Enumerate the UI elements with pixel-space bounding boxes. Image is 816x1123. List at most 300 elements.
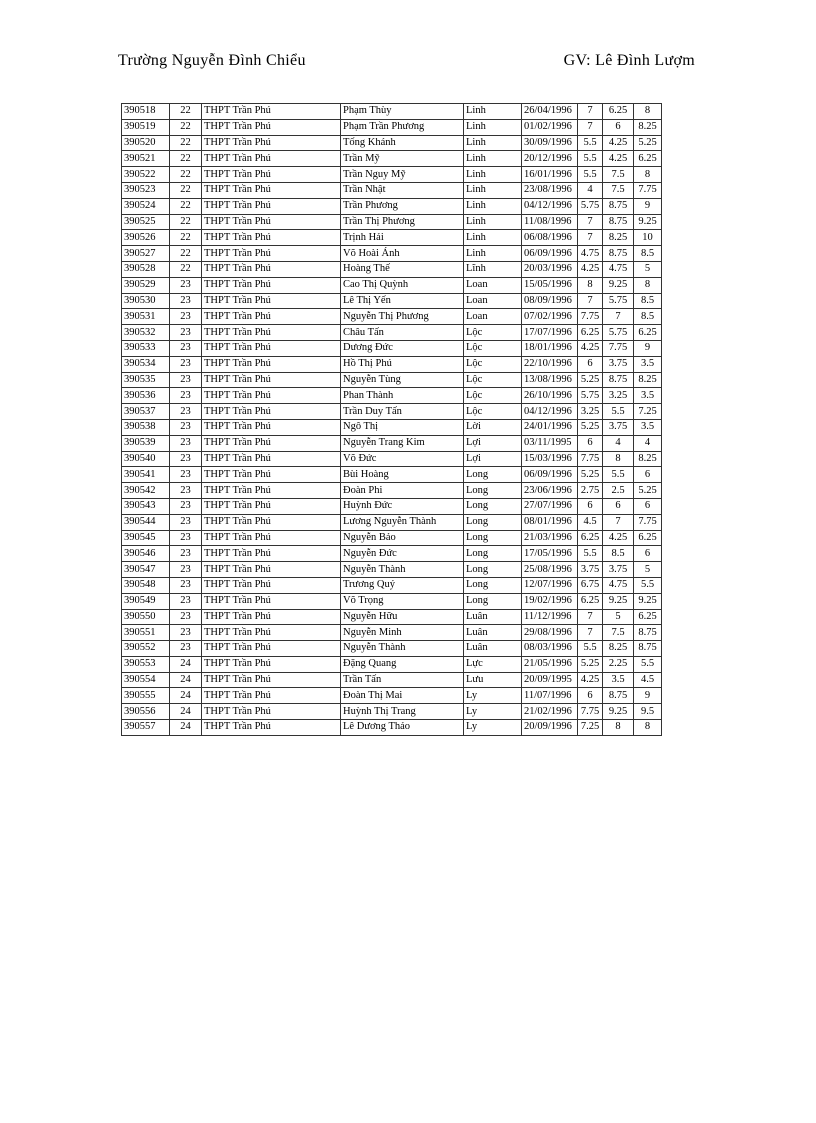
school-cell: THPT Trần Phú: [202, 435, 341, 451]
table-row: [122, 182, 662, 198]
score-3-cell: 5: [634, 261, 662, 277]
score-1-cell: 7: [578, 609, 603, 625]
surname-cell: Nguyễn Hữu: [341, 609, 464, 625]
room-cell: 24: [170, 656, 202, 672]
table-row: [122, 293, 662, 309]
score-3-cell: 5.5: [634, 577, 662, 593]
score-3-cell: 8.25: [634, 451, 662, 467]
table-row: [122, 704, 662, 720]
student-id-cell: 390532: [122, 325, 170, 341]
school-cell: THPT Trần Phú: [202, 530, 341, 546]
birth-date-cell: 17/07/1996: [522, 325, 578, 341]
score-2-cell: 3.5: [603, 672, 634, 688]
surname-cell: Võ Trọng: [341, 593, 464, 609]
school-cell: THPT Trần Phú: [202, 214, 341, 230]
given-name-cell: Linh: [464, 167, 522, 183]
surname-cell: Trần Nguy Mỹ: [341, 167, 464, 183]
surname-cell: Trần Nhật: [341, 182, 464, 198]
room-cell: 23: [170, 388, 202, 404]
student-id-cell: 390556: [122, 704, 170, 720]
score-2-cell: 4.75: [603, 261, 634, 277]
score-2-cell: 6.25: [603, 104, 634, 120]
score-2-cell: 8.75: [603, 214, 634, 230]
school-cell: THPT Trần Phú: [202, 277, 341, 293]
table-row: [122, 546, 662, 562]
score-3-cell: 3.5: [634, 356, 662, 372]
score-2-cell: 7.5: [603, 625, 634, 641]
surname-cell: Nguyễn Đức: [341, 546, 464, 562]
table-row: [122, 577, 662, 593]
birth-date-cell: 21/02/1996: [522, 704, 578, 720]
school-cell: THPT Trần Phú: [202, 167, 341, 183]
score-2-cell: 8.25: [603, 641, 634, 657]
score-2-cell: 4.25: [603, 530, 634, 546]
score-2-cell: 3.75: [603, 562, 634, 578]
given-name-cell: Long: [464, 562, 522, 578]
score-1-cell: 6.25: [578, 593, 603, 609]
score-1-cell: 6.25: [578, 325, 603, 341]
surname-cell: Đoàn Thị Mai: [341, 688, 464, 704]
birth-date-cell: 01/02/1996: [522, 119, 578, 135]
student-id-cell: 390548: [122, 577, 170, 593]
surname-cell: Trần Tấn: [341, 672, 464, 688]
score-1-cell: 7: [578, 214, 603, 230]
birth-date-cell: 12/07/1996: [522, 577, 578, 593]
score-1-cell: 2.75: [578, 483, 603, 499]
student-id-cell: 390530: [122, 293, 170, 309]
surname-cell: Bùi Hoàng: [341, 467, 464, 483]
surname-cell: Cao Thị Quỳnh: [341, 277, 464, 293]
score-1-cell: 3.75: [578, 562, 603, 578]
table-row: [122, 562, 662, 578]
birth-date-cell: 11/07/1996: [522, 688, 578, 704]
table-row: [122, 720, 662, 736]
room-cell: 22: [170, 246, 202, 262]
school-cell: THPT Trần Phú: [202, 625, 341, 641]
table-row: [122, 277, 662, 293]
room-cell: 23: [170, 562, 202, 578]
score-2-cell: 8.5: [603, 546, 634, 562]
room-cell: 23: [170, 356, 202, 372]
school-cell: THPT Trần Phú: [202, 372, 341, 388]
room-cell: 23: [170, 467, 202, 483]
school-cell: THPT Trần Phú: [202, 404, 341, 420]
given-name-cell: Lộc: [464, 356, 522, 372]
given-name-cell: Loan: [464, 309, 522, 325]
given-name-cell: Linh: [464, 135, 522, 151]
score-2-cell: 7.5: [603, 182, 634, 198]
room-cell: 24: [170, 672, 202, 688]
table-row: [122, 119, 662, 135]
room-cell: 23: [170, 593, 202, 609]
school-cell: THPT Trần Phú: [202, 182, 341, 198]
table-row: [122, 104, 662, 120]
score-3-cell: 3.5: [634, 419, 662, 435]
birth-date-cell: 13/08/1996: [522, 372, 578, 388]
room-cell: 23: [170, 498, 202, 514]
room-cell: 22: [170, 119, 202, 135]
school-cell: THPT Trần Phú: [202, 641, 341, 657]
score-3-cell: 7.25: [634, 404, 662, 420]
table-row: [122, 641, 662, 657]
given-name-cell: Loan: [464, 293, 522, 309]
school-cell: THPT Trần Phú: [202, 483, 341, 499]
score-3-cell: 6.25: [634, 530, 662, 546]
score-3-cell: 9: [634, 198, 662, 214]
given-name-cell: Ly: [464, 704, 522, 720]
score-3-cell: 4: [634, 435, 662, 451]
room-cell: 24: [170, 720, 202, 736]
room-cell: 24: [170, 704, 202, 720]
score-1-cell: 4.25: [578, 340, 603, 356]
table-row: [122, 498, 662, 514]
surname-cell: Trần Phương: [341, 198, 464, 214]
school-cell: THPT Trần Phú: [202, 577, 341, 593]
score-1-cell: 5.75: [578, 388, 603, 404]
score-2-cell: 7: [603, 309, 634, 325]
student-id-cell: 390527: [122, 246, 170, 262]
birth-date-cell: 08/09/1996: [522, 293, 578, 309]
room-cell: 22: [170, 198, 202, 214]
birth-date-cell: 06/09/1996: [522, 467, 578, 483]
student-id-cell: 390553: [122, 656, 170, 672]
surname-cell: Võ Đức: [341, 451, 464, 467]
given-name-cell: Lộc: [464, 325, 522, 341]
student-id-cell: 390526: [122, 230, 170, 246]
school-cell: THPT Trần Phú: [202, 246, 341, 262]
student-id-cell: 390550: [122, 609, 170, 625]
school-cell: THPT Trần Phú: [202, 104, 341, 120]
given-name-cell: Lưu: [464, 672, 522, 688]
school-cell: THPT Trần Phú: [202, 467, 341, 483]
score-1-cell: 6.25: [578, 530, 603, 546]
score-3-cell: 9.5: [634, 704, 662, 720]
school-cell: THPT Trần Phú: [202, 309, 341, 325]
birth-date-cell: 21/03/1996: [522, 530, 578, 546]
surname-cell: Nguyễn Trang Kim: [341, 435, 464, 451]
score-3-cell: 5: [634, 562, 662, 578]
room-cell: 22: [170, 135, 202, 151]
score-1-cell: 7.25: [578, 720, 603, 736]
room-cell: 23: [170, 293, 202, 309]
score-3-cell: 8.5: [634, 246, 662, 262]
given-name-cell: Lộc: [464, 372, 522, 388]
table-row: [122, 514, 662, 530]
score-2-cell: 7.75: [603, 340, 634, 356]
score-1-cell: 6: [578, 435, 603, 451]
score-2-cell: 8.75: [603, 246, 634, 262]
score-3-cell: 6: [634, 467, 662, 483]
given-name-cell: Long: [464, 498, 522, 514]
score-2-cell: 5.75: [603, 325, 634, 341]
surname-cell: Dương Đức: [341, 340, 464, 356]
score-2-cell: 8.75: [603, 372, 634, 388]
given-name-cell: Lợi: [464, 451, 522, 467]
given-name-cell: Ly: [464, 688, 522, 704]
table-row: [122, 656, 662, 672]
school-cell: THPT Trần Phú: [202, 672, 341, 688]
surname-cell: Trần Thị Phương: [341, 214, 464, 230]
table-row: [122, 404, 662, 420]
surname-cell: Huỳnh Đức: [341, 498, 464, 514]
score-2-cell: 7: [603, 514, 634, 530]
school-cell: THPT Trần Phú: [202, 514, 341, 530]
student-id-cell: 390555: [122, 688, 170, 704]
score-3-cell: 9: [634, 688, 662, 704]
student-id-cell: 390539: [122, 435, 170, 451]
score-3-cell: 6: [634, 498, 662, 514]
score-1-cell: 5.5: [578, 151, 603, 167]
surname-cell: Lương Nguyễn Thành: [341, 514, 464, 530]
birth-date-cell: 15/03/1996: [522, 451, 578, 467]
room-cell: 23: [170, 435, 202, 451]
room-cell: 23: [170, 514, 202, 530]
birth-date-cell: 08/01/1996: [522, 514, 578, 530]
school-cell: THPT Trần Phú: [202, 704, 341, 720]
table-row: [122, 530, 662, 546]
room-cell: 23: [170, 325, 202, 341]
surname-cell: Hồ Thị Phú: [341, 356, 464, 372]
room-cell: 24: [170, 688, 202, 704]
score-2-cell: 6: [603, 498, 634, 514]
room-cell: 23: [170, 530, 202, 546]
room-cell: 22: [170, 151, 202, 167]
student-id-cell: 390520: [122, 135, 170, 151]
score-3-cell: 9.25: [634, 593, 662, 609]
school-cell: THPT Trần Phú: [202, 656, 341, 672]
score-2-cell: 5.75: [603, 293, 634, 309]
school-cell: THPT Trần Phú: [202, 419, 341, 435]
score-2-cell: 8.75: [603, 198, 634, 214]
score-1-cell: 4.75: [578, 246, 603, 262]
student-id-cell: 390518: [122, 104, 170, 120]
score-1-cell: 5.25: [578, 467, 603, 483]
school-cell: THPT Trần Phú: [202, 498, 341, 514]
given-name-cell: Long: [464, 467, 522, 483]
score-2-cell: 5: [603, 609, 634, 625]
score-3-cell: 9.25: [634, 214, 662, 230]
birth-date-cell: 29/08/1996: [522, 625, 578, 641]
birth-date-cell: 26/04/1996: [522, 104, 578, 120]
table-row: [122, 451, 662, 467]
table-row: [122, 672, 662, 688]
score-1-cell: 5.25: [578, 656, 603, 672]
room-cell: 23: [170, 577, 202, 593]
score-1-cell: 7.75: [578, 451, 603, 467]
school-cell: THPT Trần Phú: [202, 135, 341, 151]
score-3-cell: 6: [634, 546, 662, 562]
given-name-cell: Lộc: [464, 340, 522, 356]
school-cell: THPT Trần Phú: [202, 293, 341, 309]
score-1-cell: 5.75: [578, 198, 603, 214]
student-id-cell: 390521: [122, 151, 170, 167]
student-id-cell: 390538: [122, 419, 170, 435]
score-1-cell: 4.25: [578, 261, 603, 277]
school-cell: THPT Trần Phú: [202, 325, 341, 341]
score-1-cell: 4: [578, 182, 603, 198]
surname-cell: Võ Hoài Ánh: [341, 246, 464, 262]
table-row: [122, 325, 662, 341]
score-2-cell: 4.75: [603, 577, 634, 593]
score-3-cell: 9: [634, 340, 662, 356]
given-name-cell: Long: [464, 593, 522, 609]
score-1-cell: 7: [578, 104, 603, 120]
score-1-cell: 5.5: [578, 135, 603, 151]
birth-date-cell: 03/11/1995: [522, 435, 578, 451]
given-name-cell: Lộc: [464, 388, 522, 404]
score-2-cell: 8.75: [603, 688, 634, 704]
given-name-cell: Luân: [464, 609, 522, 625]
room-cell: 23: [170, 451, 202, 467]
table-body: [122, 104, 662, 736]
student-id-cell: 390554: [122, 672, 170, 688]
room-cell: 22: [170, 104, 202, 120]
given-name-cell: Lộc: [464, 404, 522, 420]
room-cell: 22: [170, 214, 202, 230]
surname-cell: Hoàng Thế: [341, 261, 464, 277]
table-row: [122, 467, 662, 483]
score-1-cell: 5.25: [578, 419, 603, 435]
room-cell: 23: [170, 372, 202, 388]
score-3-cell: 8.75: [634, 625, 662, 641]
student-id-cell: 390534: [122, 356, 170, 372]
birth-date-cell: 27/07/1996: [522, 498, 578, 514]
student-id-cell: 390529: [122, 277, 170, 293]
birth-date-cell: 04/12/1996: [522, 404, 578, 420]
student-id-cell: 390528: [122, 261, 170, 277]
given-name-cell: Linh: [464, 151, 522, 167]
score-2-cell: 4.25: [603, 151, 634, 167]
score-1-cell: 7.75: [578, 704, 603, 720]
given-name-cell: Lĩnh: [464, 261, 522, 277]
student-id-cell: 390522: [122, 167, 170, 183]
score-1-cell: 7: [578, 293, 603, 309]
given-name-cell: Long: [464, 577, 522, 593]
given-name-cell: Linh: [464, 230, 522, 246]
birth-date-cell: 23/08/1996: [522, 182, 578, 198]
surname-cell: Trương Quý: [341, 577, 464, 593]
table-row: [122, 167, 662, 183]
header-teacher: GV: Lê Đình Lượm: [563, 52, 695, 69]
room-cell: 23: [170, 546, 202, 562]
student-id-cell: 390524: [122, 198, 170, 214]
score-3-cell: 8: [634, 167, 662, 183]
birth-date-cell: 20/12/1996: [522, 151, 578, 167]
score-3-cell: 8.75: [634, 641, 662, 657]
table-row: [122, 214, 662, 230]
table-row: [122, 135, 662, 151]
birth-date-cell: 20/03/1996: [522, 261, 578, 277]
table-row: [122, 309, 662, 325]
student-id-cell: 390536: [122, 388, 170, 404]
table-row: [122, 246, 662, 262]
room-cell: 22: [170, 261, 202, 277]
score-3-cell: 6.25: [634, 609, 662, 625]
score-1-cell: 3.25: [578, 404, 603, 420]
score-2-cell: 4: [603, 435, 634, 451]
score-1-cell: 6: [578, 356, 603, 372]
table-row: [122, 388, 662, 404]
surname-cell: Nguyễn Bảo: [341, 530, 464, 546]
score-2-cell: 5.5: [603, 467, 634, 483]
table-row: [122, 625, 662, 641]
given-name-cell: Linh: [464, 214, 522, 230]
school-cell: THPT Trần Phú: [202, 720, 341, 736]
student-id-cell: 390535: [122, 372, 170, 388]
score-2-cell: 7.5: [603, 167, 634, 183]
school-cell: THPT Trần Phú: [202, 340, 341, 356]
table-row: [122, 483, 662, 499]
surname-cell: Nguyễn Minh: [341, 625, 464, 641]
room-cell: 22: [170, 167, 202, 183]
score-2-cell: 9.25: [603, 593, 634, 609]
school-cell: THPT Trần Phú: [202, 356, 341, 372]
room-cell: 23: [170, 277, 202, 293]
given-name-cell: Linh: [464, 182, 522, 198]
student-score-table: [121, 103, 662, 736]
surname-cell: Nguyễn Thành: [341, 641, 464, 657]
table-row: [122, 261, 662, 277]
surname-cell: Phan Thành: [341, 388, 464, 404]
school-cell: THPT Trần Phú: [202, 388, 341, 404]
school-cell: THPT Trần Phú: [202, 261, 341, 277]
score-2-cell: 3.75: [603, 419, 634, 435]
student-id-cell: 390547: [122, 562, 170, 578]
birth-date-cell: 18/01/1996: [522, 340, 578, 356]
birth-date-cell: 20/09/1996: [522, 720, 578, 736]
birth-date-cell: 11/08/1996: [522, 214, 578, 230]
score-3-cell: 4.5: [634, 672, 662, 688]
school-cell: THPT Trần Phú: [202, 593, 341, 609]
given-name-cell: Long: [464, 514, 522, 530]
room-cell: 23: [170, 340, 202, 356]
score-3-cell: 6.25: [634, 325, 662, 341]
score-1-cell: 5.5: [578, 546, 603, 562]
surname-cell: Trịnh Hải: [341, 230, 464, 246]
score-3-cell: 8: [634, 720, 662, 736]
given-name-cell: Linh: [464, 246, 522, 262]
student-id-cell: 390546: [122, 546, 170, 562]
room-cell: 22: [170, 182, 202, 198]
given-name-cell: Long: [464, 530, 522, 546]
table-row: [122, 356, 662, 372]
room-cell: 23: [170, 483, 202, 499]
surname-cell: Phạm Thùy: [341, 104, 464, 120]
birth-date-cell: 30/09/1996: [522, 135, 578, 151]
score-1-cell: 7.75: [578, 309, 603, 325]
score-3-cell: 8.5: [634, 309, 662, 325]
room-cell: 23: [170, 625, 202, 641]
birth-date-cell: 07/02/1996: [522, 309, 578, 325]
score-3-cell: 8: [634, 277, 662, 293]
birth-date-cell: 22/10/1996: [522, 356, 578, 372]
score-3-cell: 5.5: [634, 656, 662, 672]
surname-cell: Lê Thị Yến: [341, 293, 464, 309]
score-1-cell: 5.5: [578, 641, 603, 657]
surname-cell: Phạm Trần Phương: [341, 119, 464, 135]
table-row: [122, 688, 662, 704]
birth-date-cell: 24/01/1996: [522, 419, 578, 435]
student-id-cell: 390533: [122, 340, 170, 356]
score-1-cell: 7: [578, 625, 603, 641]
given-name-cell: Lợi: [464, 435, 522, 451]
score-2-cell: 8: [603, 451, 634, 467]
score-2-cell: 6: [603, 119, 634, 135]
room-cell: 23: [170, 404, 202, 420]
given-name-cell: Linh: [464, 198, 522, 214]
score-3-cell: 8.25: [634, 372, 662, 388]
student-id-cell: 390551: [122, 625, 170, 641]
